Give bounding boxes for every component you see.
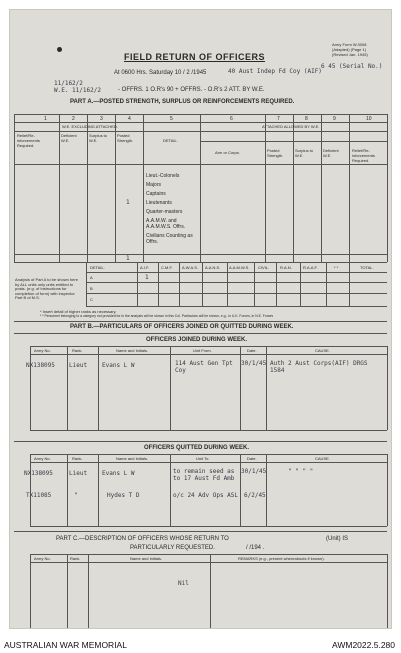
analysis-head-aif: A.I.F. — [140, 265, 150, 270]
col-number-8: 8 — [305, 116, 308, 122]
footer-institution: AUSTRALIAN WAR MEMORIAL — [4, 640, 127, 650]
col-number-10: 10 — [366, 116, 372, 122]
serial-no: 6 45 (Serial No.) — [321, 63, 383, 70]
joined-title: OFFICERS JOINED DURING WEEK. — [146, 337, 248, 343]
quitted-name: Evans L W — [102, 470, 135, 477]
col-head-5: DETAIL. — [163, 138, 178, 143]
we-ref-2: W.E. 11/162/2 — [54, 87, 101, 94]
col-head-9: Deficient W.E. — [323, 148, 339, 158]
col-number-5: 5 — [170, 116, 173, 122]
col-head-10: Relief/Re-inforcements Required. — [352, 148, 375, 163]
col-head-4: Posted Strength. — [117, 133, 134, 143]
col-head-6: Arm or Corps. — [215, 150, 240, 155]
analysis-head-aans: A.A.N.S. — [205, 265, 221, 270]
total-posted-strength: 1 — [126, 255, 130, 262]
quitted-cause: " " " " — [288, 468, 314, 475]
quitted-head-cause: CAUSE. — [315, 456, 330, 461]
quitted-rank: Lieut — [69, 470, 88, 477]
we-ref-1: 11/162/2 — [54, 80, 83, 87]
analysis-head-aamws: A.A.M.W.S. — [229, 265, 250, 270]
part-c-head-name: Name and Initials. — [130, 556, 163, 561]
joined-head-army-no: Army No. — [34, 348, 51, 353]
detail-majors: Majors — [146, 182, 162, 188]
quitted-title: OFFICERS QUITTED DURING WEEK. — [144, 445, 249, 451]
quitted-unit-to: to remain seed as to 17 Aust Fd Amb — [173, 468, 235, 482]
joined-army-no: NX138095 — [26, 362, 55, 369]
col-number-7: 7 — [277, 116, 280, 122]
part-c-date-blank: / /194 . — [246, 545, 265, 551]
part-c-value: Nil — [178, 580, 189, 587]
analysis-head-civil: CIVIL. — [258, 265, 270, 270]
field-return-form — [10, 10, 391, 628]
group-excluding-attached: W.E. EXCLUDING ATTACHED. — [62, 124, 118, 129]
quitted-date: 6/2/45 — [244, 492, 266, 499]
joined-rank: Lieut — [69, 362, 88, 369]
detail-lieutenants: Lieutenants — [146, 200, 172, 206]
part-a-heading: PART A.—POSTED STRENGTH, SURPLUS OR REINFORCEMENTS REQUIRED. — [70, 99, 295, 105]
quitted-army-no: TX11085 — [26, 492, 52, 499]
joined-head-name: Name and Initials. — [116, 348, 149, 353]
form-title: FIELD RETURN OF OFFICERS — [124, 52, 265, 62]
unit-name: 40 Aust Indep Fd Coy (AIF) — [228, 68, 322, 75]
quitted-name: Hydes T D — [107, 492, 140, 499]
detail-lieut-colonels: Lieut.-Colonels — [146, 173, 180, 179]
col-number-9: 9 — [333, 116, 336, 122]
form-ref-1: Army Form W.3008 — [332, 42, 367, 47]
analysis-head-total: TOTAL. — [360, 265, 374, 270]
form-ref-2: (Adapted) (Page 1) — [332, 47, 367, 52]
quitted-head-army-no: Army No. — [34, 456, 51, 461]
quitted-head-unit-to: Unit To. — [196, 456, 210, 461]
quitted-army-no: NX138095 — [24, 470, 53, 477]
detail-captains: Captains — [146, 191, 166, 197]
part-c-head-remarks: REMARKS (e.g., present whereabouts if known). — [238, 556, 325, 561]
analysis-head-ran: R.A.N. — [280, 265, 292, 270]
part-c-heading: PART C.—DESCRIPTION OF OFFICERS WHOSE RETURN TO — [56, 536, 229, 542]
quitted-rank: " — [74, 492, 78, 499]
analysis-head-detail: DETAIL. — [90, 265, 105, 270]
joined-date: 30/1/45 — [241, 360, 267, 367]
part-c-head-army-no: Army No. — [34, 556, 51, 561]
form-ref-3: (Revised Jan. 1945) — [332, 52, 368, 57]
col-head-7: Posted Strength. — [267, 148, 284, 158]
detail-civilians: Civilians Counting as Offrs. — [146, 233, 193, 245]
joined-head-rank: Rank. — [72, 348, 83, 353]
quitted-date: 30/1/45 — [241, 468, 267, 475]
footnote-2: * * Personnel belonging to a category not provided for in the analysis will be shown in this Col. Particulars will be shown, e.g., in U.K. Forces, in N.E. Forces — [40, 314, 274, 318]
part-c-heading-2: PARTICULARLY REQUESTED. — [130, 545, 215, 551]
col-number-1: 1 — [44, 116, 47, 122]
lieut-posted-strength: 1 — [126, 199, 130, 206]
joined-name: Evans L W — [102, 362, 135, 369]
joined-head-date: Date. — [247, 348, 257, 353]
part-c-head-rank: Rank. — [70, 556, 81, 561]
punch-hole-icon — [57, 47, 62, 52]
footnote-1: * Insert detail of higher ranks as necessary. — [40, 309, 117, 314]
detail-quarter-masters: Quarter-masters — [146, 209, 183, 215]
unit-line: At 0600 Hrs. Saturday 10 / 2 /1945 — [114, 70, 207, 76]
group-attached: ATTACHED ALLOWED BY W.E. — [262, 124, 320, 129]
analysis-aif-a: 1 — [145, 274, 149, 281]
joined-cause: Auth 2 Aust Corps(AIF) DRGS 1584 — [270, 360, 368, 374]
analysis-head-raaf: R.A.A.F. — [303, 265, 318, 270]
footer-accession-number: AWM2022.5.280 — [332, 640, 395, 650]
analysis-head-cmf: C.M.F. — [161, 265, 173, 270]
analysis-head-other: * * — [334, 265, 339, 270]
analysis-row-b: B — [90, 286, 93, 291]
analysis-label: Analysis of Part A to be shown here by ALL units only units entitled to posts. (e.g. of Instructions for completion of form) with inspector Part B of M.S. — [15, 277, 78, 300]
analysis-head-awas: A.W.A.S. — [182, 265, 199, 270]
col-head-3: Surplus to W.E. — [89, 133, 108, 143]
joined-head-cause: CAUSE. — [315, 348, 330, 353]
analysis-row-a: A — [90, 275, 93, 280]
part-c-unit-ref: (Unit) IS — [326, 536, 349, 542]
quitted-unit-to: o/c 24 Adv Ops ASL — [173, 492, 239, 499]
analysis-row-c: C — [90, 297, 93, 302]
col-head-1: Relief/Re-inforcements Required. — [17, 133, 40, 148]
col-number-4: 4 — [128, 116, 131, 122]
quitted-head-rank: Rank. — [72, 456, 83, 461]
joined-head-unit-from: Unit From. — [193, 348, 212, 353]
quitted-head-name: Name and Initials. — [116, 456, 149, 461]
establishment: - OFFRS. 1 O.R's 90 + OFFRS. - O.R's 2 ATT. BY W.E. — [118, 87, 265, 93]
col-head-2: Deficient W.E. — [61, 133, 77, 143]
col-number-6: 6 — [230, 116, 233, 122]
col-number-2: 2 — [72, 116, 75, 122]
col-head-8: Surplus to W.E. — [295, 148, 314, 158]
joined-unit-from: 114 Aust Gen Tpt Coy — [175, 360, 233, 374]
detail-aamw: A.A.M.W. and A.A.M.W.S. Offrs. — [146, 218, 186, 230]
part-b-heading: PART B.—PARTICULARS OF OFFICERS JOINED OR QUITTED DURING WEEK. — [70, 324, 294, 330]
quitted-head-date: Date. — [247, 456, 257, 461]
col-number-3: 3 — [100, 116, 103, 122]
